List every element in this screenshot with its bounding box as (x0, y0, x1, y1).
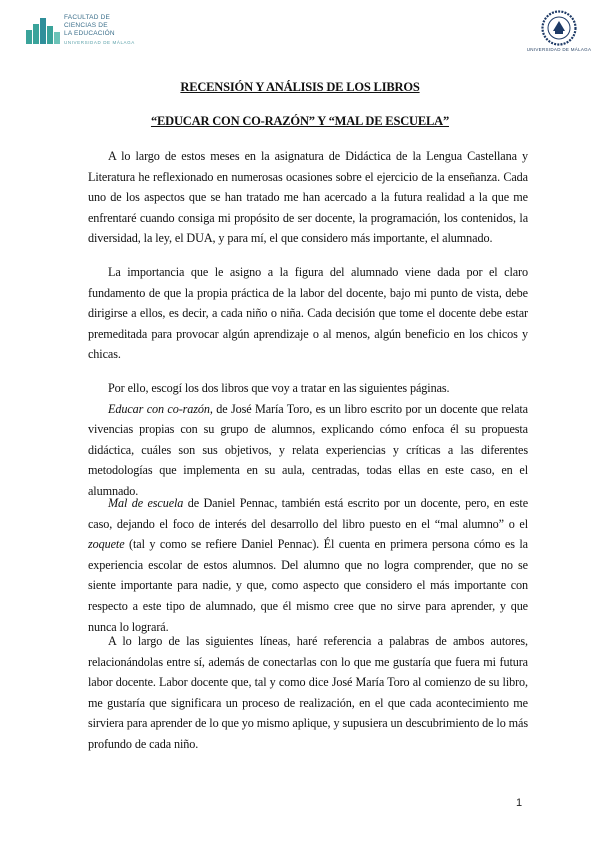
paragraph-4-text-a: de Daniel Pennac, también está escrito por un docente, pero, en este caso, dejando el foco de interés del desarrollo del libro puesto en el “mal alumno” o el (88, 496, 528, 531)
document-title: RECENSIÓN Y ANÁLISIS DE LOS LIBROS (180, 80, 420, 94)
term-zoquete: zoquete (88, 537, 125, 552)
paragraph-3-text: de José María Toro, es un libro escrito por un docente que relata vivencias propias con su grupo de alumnos, explicando cómo enfoca él su propuesta didáctica, cuáles son sus objetivos, y relata experiencias y críticas a las diferentes metodologías que implementa en su aula, centradas, todas ellas en este caso, en el alumnado. (88, 401, 528, 498)
book-title-educar: Educar con co-razón, (108, 401, 213, 416)
paragraph-2-text: La importancia que le asigno a la figura del alumnado viene dada por el claro fundamento de que la propia práctica de la labor del docente, bajo mi punto de vista, debe dirigirse a ellos, es decir, a cada niño o niña. Cada decisión que tome el docente debe estar premeditada para provocar algún aprendizaje o al menos, algún beneficio en los chicos y chicas. (88, 265, 528, 362)
faculty-logo-line3: LA EDUCACIÓN (64, 30, 115, 37)
document-subtitle: “EDUCAR CON CO-RAZÓN” Y “MAL DE ESCUELA” (150, 114, 450, 128)
university-seal-caption: UNIVERSIDAD DE MÁLAGA (526, 47, 592, 52)
faculty-logo-icon (26, 18, 60, 44)
university-seal-icon (541, 10, 577, 46)
faculty-logo-line1: FACULTAD DE (64, 14, 111, 21)
paragraph-1 (88, 146, 528, 249)
paragraph-4 (88, 493, 528, 637)
faculty-logo-line2: CIENCIAS DE (64, 22, 108, 29)
paragraph-3-intro: Por ello, escogí los dos libros que voy a tratar en las siguientes páginas. (108, 381, 450, 395)
paragraph-1-text: A lo largo de estos meses en la asignatura de Didáctica de la Lengua Castellana y Literatura he reflexionado en numerosas ocasiones sobre el ejercicio de la enseñanza. Cada uno de los aspectos que se han tratado me han acercado a la futura realidad a la que me enfrentaré cuando consiga mi propósito de ser docente, la programación, los contenidos, la diversidad, la ley, el DUA, y para mí, el que considero más importante, el alumnado. (88, 149, 528, 246)
faculty-logo (26, 14, 135, 48)
book-title-mal-de-escuela: Mal de escuela (108, 496, 184, 510)
paragraph-3 (88, 378, 528, 502)
faculty-logo-text (64, 14, 135, 47)
university-seal (526, 10, 592, 56)
faculty-logo-line4: UNIVERSIDAD DE MÁLAGA (64, 40, 135, 45)
page-number: 1 (516, 797, 523, 809)
paragraph-5 (88, 631, 528, 755)
paragraph-4-text-b: (tal y como se refiere Daniel Pennac). Él cuenta en primera persona cómo es la experiencia escolar de estos alumnos. Del alumno que no logra comprender, que no se siente importante para nadie, y que, como aspecto que considero el más importante con respecto a este tipo de alumnado, que él mismo cree que no sirve para aprender, y que nunca lo logrará. (88, 537, 528, 634)
paragraph-5-text: A lo largo de las siguientes líneas, haré referencia a palabras de ambos autores, relacionándolas entre sí, además de conectarlas con lo que me gustaría que fuera mi futura labor docente. Labor docente que, tal y como dice José María Toro al comienzo de su libro, me gustaría que significara un proceso de realización, en el que cada acontecimiento me sirviera para aprender de lo que yo mismo aplique, y supusiera un descubrimiento de lo más profundo de cada niño. (88, 634, 528, 751)
paragraph-2 (88, 262, 528, 365)
